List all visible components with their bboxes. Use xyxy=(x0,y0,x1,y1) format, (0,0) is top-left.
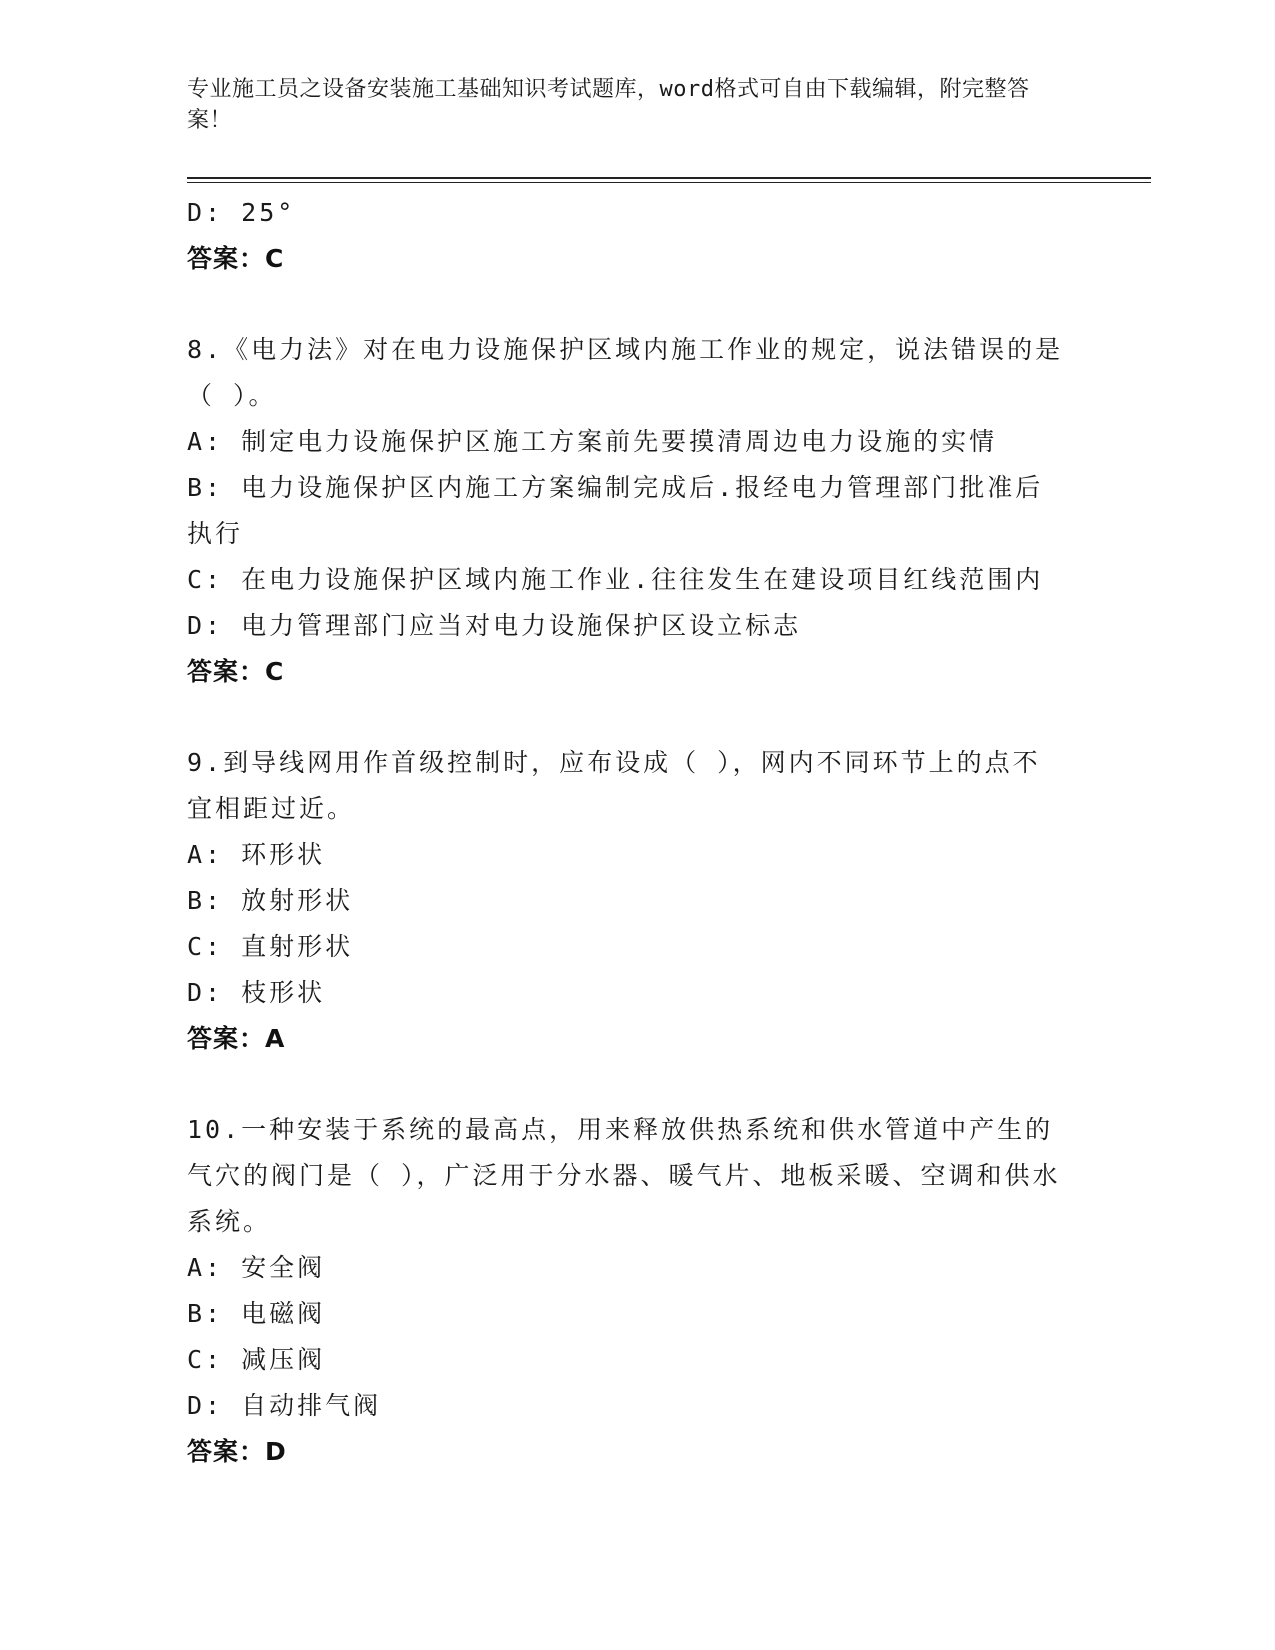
spacer xyxy=(187,282,1087,327)
question-stem: 8.《电力法》对在电力设施保护区域内施工作业的规定，说法错误的是（ ）。 xyxy=(187,335,1064,410)
document-header: 专业施工员之设备安装施工基础知识考试题库，word格式可自由下载编辑，附完整答案！ xyxy=(187,77,1030,133)
spacer xyxy=(187,1062,1087,1107)
option-d: D: 电力管理部门应当对电力设施保护区设立标志 xyxy=(187,611,802,640)
option-a: A: 制定电力设施保护区施工方案前先要摸清周边电力设施的实情 xyxy=(187,427,998,456)
header-rule-thick xyxy=(187,177,1151,179)
option-c: C: 在电力设施保护区域内施工作业.往往发生在建设项目红线范围内 xyxy=(187,565,1044,594)
option-b: B: 放射形状 xyxy=(187,886,354,915)
question-10 xyxy=(187,1107,1087,1475)
option-d: D: 枝形状 xyxy=(187,978,326,1007)
spacer xyxy=(187,695,1087,740)
option-d: D: 自动排气阀 xyxy=(187,1391,382,1420)
option-a: A: 环形状 xyxy=(187,840,326,869)
option-b: B: 电磁阀 xyxy=(187,1299,326,1328)
prev-option-d: D: 25° xyxy=(187,198,296,227)
question-content xyxy=(187,190,1087,1475)
option-b: B: 电力设施保护区内施工方案编制完成后.报经电力管理部门批准后执行 xyxy=(187,473,1044,548)
answer: 答案：D xyxy=(187,1437,287,1466)
question-8 xyxy=(187,327,1087,695)
question-9 xyxy=(187,740,1087,1062)
header-rule-thin xyxy=(187,182,1151,183)
question-stem: 9.到导线网用作首级控制时，应布设成（ ），网内不同环节上的点不宜相距过近。 xyxy=(187,748,1041,823)
answer: 答案：A xyxy=(187,1024,286,1053)
option-a: A: 安全阀 xyxy=(187,1253,326,1282)
question-stem: 10.一种安装于系统的最高点，用来释放供热系统和供水管道中产生的气穴的阀门是（ ），广泛用于分水器、暖气片、地板采暖、空调和供水系统。 xyxy=(187,1115,1061,1236)
option-c: C: 减压阀 xyxy=(187,1345,326,1374)
prev-answer: 答案：C xyxy=(187,244,285,273)
option-c: C: 直射形状 xyxy=(187,932,354,961)
answer: 答案：C xyxy=(187,657,285,686)
